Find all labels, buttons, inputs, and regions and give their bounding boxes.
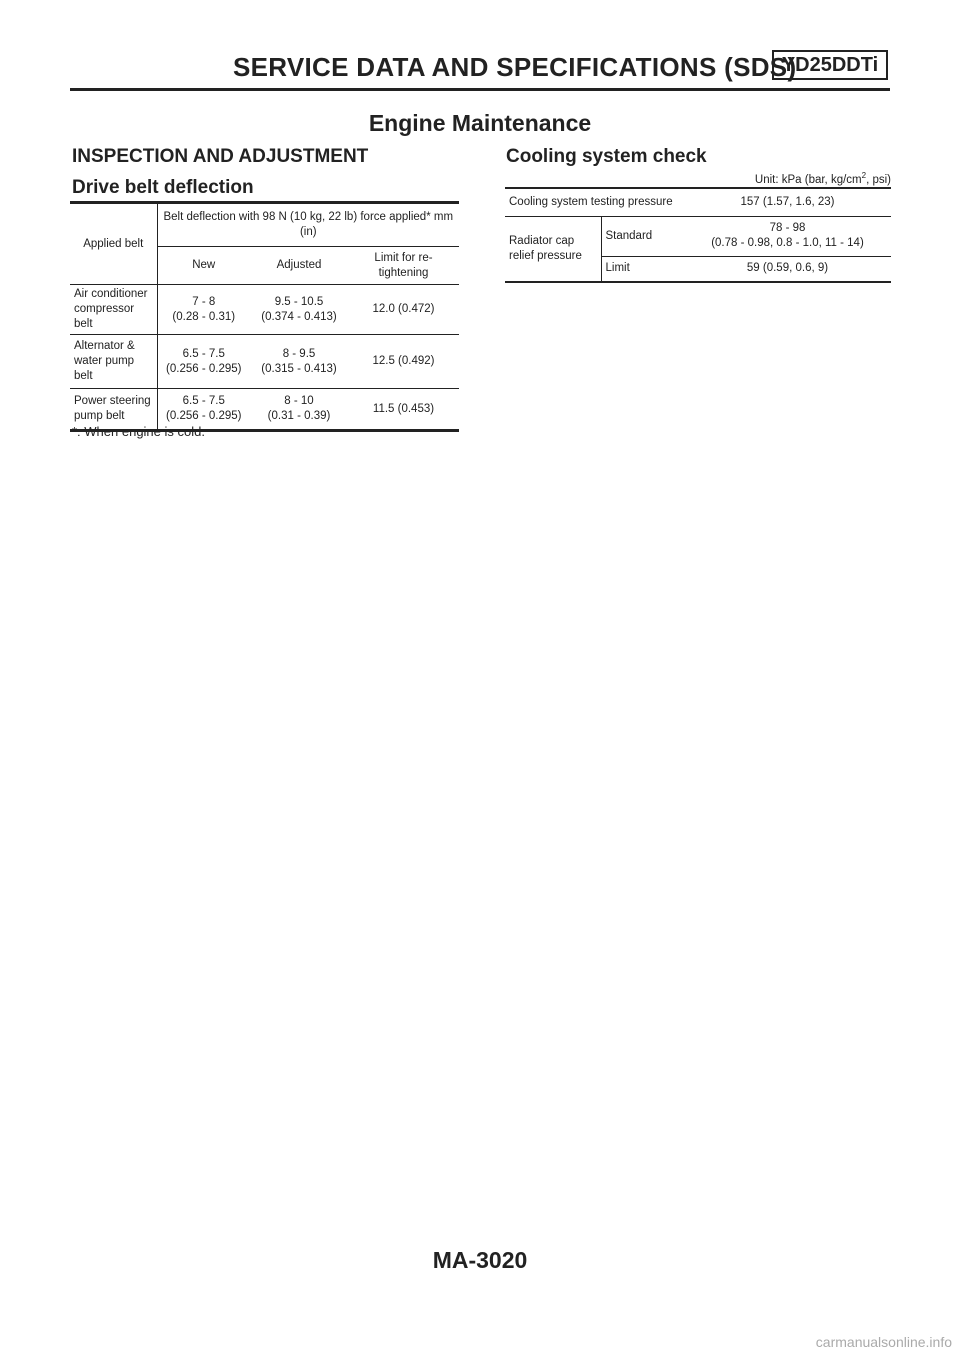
table-header-row [70, 203, 459, 247]
adjusted-value: 8 - 10 (0.31 - 0.39) [250, 389, 348, 431]
limit-header: Limit for re-tightening [348, 247, 459, 285]
header-title: SERVICE DATA AND SPECIFICATIONS (SDS) [233, 52, 797, 82]
limit-value: 12.0 (0.472) [348, 285, 459, 335]
belt-name: Air conditioner compressor belt [70, 285, 157, 335]
header-rule [70, 88, 890, 91]
drive-belt-title: Drive belt deflection [72, 177, 254, 198]
new-value: 6.5 - 7.5 (0.256 - 0.295) [157, 389, 250, 431]
limit-label: Limit [601, 256, 684, 282]
limit-value: 11.5 (0.453) [348, 389, 459, 431]
testing-pressure-value: 157 (1.57, 1.6, 23) [684, 188, 891, 216]
table-row [70, 285, 459, 335]
cooling-table [505, 187, 891, 283]
belt-deflection-header: Belt deflection with 98 N (10 kg, 22 lb) force applied* mm (in) [157, 203, 459, 247]
relief-pressure-label: Radiator cap relief pressure [505, 216, 601, 282]
table-row [505, 216, 891, 256]
page-number: MA-3020 [432, 1247, 528, 1273]
table-row [505, 188, 891, 216]
new-value: 7 - 8 (0.28 - 0.31) [157, 285, 250, 335]
adjusted-header: Adjusted [250, 247, 348, 285]
standard-value: 78 - 98 (0.78 - 0.98, 0.8 - 1.0, 11 - 14) [684, 216, 891, 256]
watermark: carmanualsonline.info [815, 1334, 952, 1350]
testing-pressure-label: Cooling system testing pressure [505, 188, 684, 216]
unit-note: Unit: kPa (bar, $kg/cm^2$, psi) [754, 171, 891, 186]
limit-value: 59 (0.59, 0.6, 9) [684, 256, 891, 282]
page-title: Engine Maintenance [368, 110, 592, 136]
engine-code-badge: YD25DDTi [772, 50, 888, 80]
applied-belt-header: Applied belt [70, 203, 157, 285]
adjusted-value: 8 - 9.5 (0.315 - 0.413) [250, 335, 348, 389]
cooling-title: Cooling system check [506, 146, 707, 167]
drive-belt-table [70, 201, 459, 432]
new-header: New [157, 247, 250, 285]
footnote: *: When engine is cold. [72, 424, 205, 439]
belt-name: Alternator & water pump belt [70, 335, 157, 389]
new-value: 6.5 - 7.5 (0.256 - 0.295) [157, 335, 250, 389]
standard-label: Standard [601, 216, 684, 256]
adjusted-value: 9.5 - 10.5 (0.374 - 0.413) [250, 285, 348, 335]
section-title: INSPECTION AND ADJUSTMENT [72, 146, 369, 167]
limit-value: 12.5 (0.492) [348, 335, 459, 389]
page-header [70, 50, 890, 90]
belt-name: Power steering pump belt [70, 389, 157, 431]
table-row [70, 335, 459, 389]
